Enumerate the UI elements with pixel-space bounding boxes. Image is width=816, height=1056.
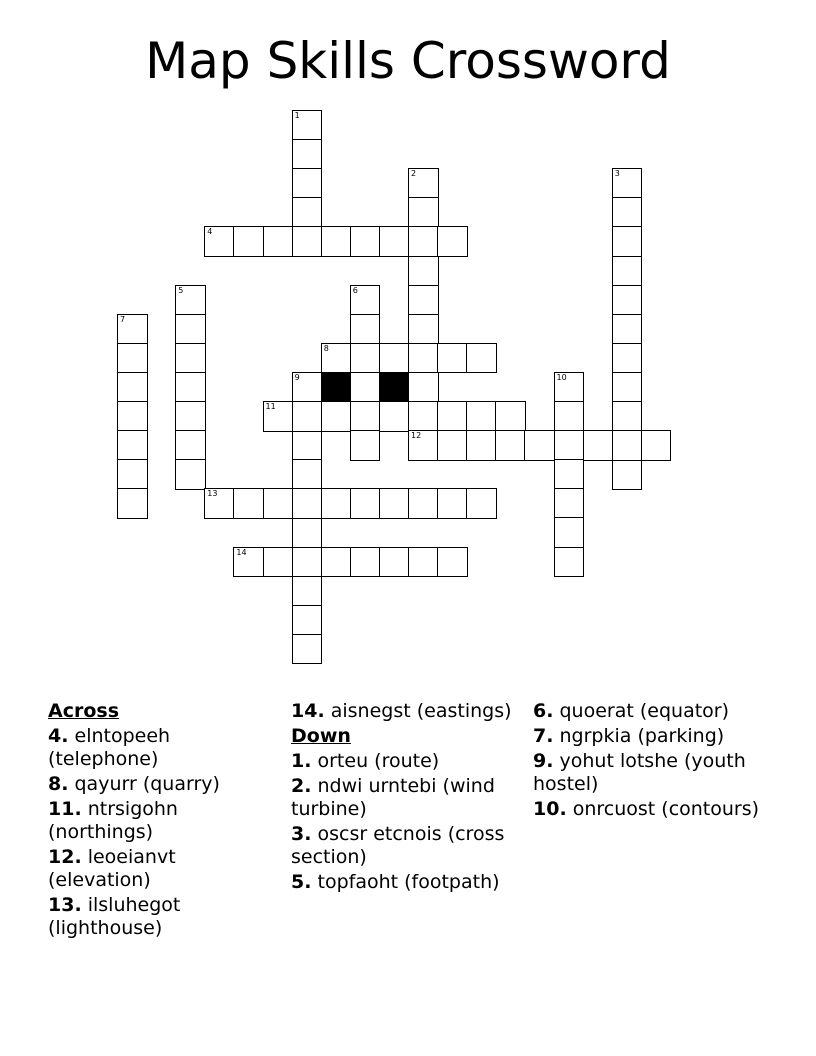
grid-cell[interactable] bbox=[466, 430, 497, 461]
grid-cell[interactable] bbox=[292, 547, 323, 578]
grid-cell[interactable] bbox=[379, 401, 410, 432]
grid-cell[interactable] bbox=[612, 197, 643, 228]
clue-across-8: 8. qayurr (quarry) bbox=[48, 773, 220, 795]
grid-cell[interactable] bbox=[437, 488, 468, 519]
clue-number: 10 bbox=[556, 372, 567, 382]
grid-cell[interactable] bbox=[554, 459, 585, 490]
grid-cell[interactable] bbox=[292, 139, 323, 170]
grid-cell[interactable] bbox=[554, 401, 585, 432]
clue-down-10: 10. onrcuost (contours) bbox=[533, 798, 760, 820]
black-cell bbox=[379, 372, 410, 403]
grid-cell[interactable] bbox=[466, 488, 497, 519]
grid-cell[interactable] bbox=[321, 488, 352, 519]
grid-cell[interactable] bbox=[321, 226, 352, 257]
clue-number: 13 bbox=[207, 489, 218, 499]
grid-cell[interactable] bbox=[292, 372, 323, 403]
across-heading: Across bbox=[48, 700, 120, 722]
grid-cell[interactable] bbox=[263, 226, 294, 257]
grid-cell[interactable] bbox=[379, 488, 410, 519]
grid-cell[interactable] bbox=[263, 547, 294, 578]
clue-number: 12 bbox=[411, 431, 422, 441]
grid-cell[interactable] bbox=[321, 547, 352, 578]
clue-column-2 bbox=[291, 700, 521, 896]
grid-cell[interactable] bbox=[437, 430, 468, 461]
clue-down-2: 2. ndwi urntebi (wind turbine) bbox=[291, 775, 495, 820]
grid-cell[interactable] bbox=[612, 314, 643, 345]
grid-cell[interactable] bbox=[175, 372, 206, 403]
clue-down-5: 5. topfaoht (footpath) bbox=[291, 871, 500, 893]
grid-cell[interactable] bbox=[379, 226, 410, 257]
clue-number: 3 bbox=[614, 169, 620, 179]
grid-cell[interactable] bbox=[292, 605, 323, 636]
grid-cell[interactable] bbox=[437, 401, 468, 432]
grid-cell[interactable] bbox=[292, 576, 323, 607]
clue-column-3 bbox=[533, 700, 763, 823]
grid-cell[interactable] bbox=[612, 430, 643, 461]
grid-cell[interactable] bbox=[292, 226, 323, 257]
grid-cell[interactable] bbox=[437, 226, 468, 257]
grid-cell[interactable] bbox=[612, 256, 643, 287]
grid-cell[interactable] bbox=[408, 430, 439, 461]
grid-cell[interactable] bbox=[292, 517, 323, 548]
grid-cell[interactable] bbox=[117, 372, 148, 403]
grid-cell[interactable] bbox=[117, 314, 148, 345]
clue-down-9: 9. yohut lotshe (youth hostel) bbox=[533, 750, 746, 795]
grid-cell[interactable] bbox=[495, 401, 526, 432]
grid-cell[interactable] bbox=[437, 547, 468, 578]
grid-cell[interactable] bbox=[233, 488, 264, 519]
clue-across-12: 12. leoeianvt (elevation) bbox=[48, 846, 176, 891]
grid-cell[interactable] bbox=[175, 343, 206, 374]
grid-cell[interactable] bbox=[554, 430, 585, 461]
grid-cell[interactable] bbox=[233, 226, 264, 257]
clue-across-11: 11. ntrsigohn (northings) bbox=[48, 798, 178, 843]
clue-across-13: 13. ilsluhegot (lighthouse) bbox=[48, 894, 181, 939]
grid-cell[interactable] bbox=[292, 168, 323, 199]
grid-cell[interactable] bbox=[612, 343, 643, 374]
clue-number: 4 bbox=[207, 227, 213, 237]
clue-number: 6 bbox=[352, 285, 358, 295]
clue-down-7: 7. ngrpkia (parking) bbox=[533, 725, 725, 747]
grid-cell[interactable] bbox=[175, 401, 206, 432]
clue-down-1: 1. orteu (route) bbox=[291, 750, 440, 772]
grid-cell[interactable] bbox=[117, 343, 148, 374]
clue-across-14: 14. aisnegst (eastings) bbox=[291, 700, 512, 722]
grid-cell[interactable] bbox=[175, 459, 206, 490]
grid-cell[interactable] bbox=[350, 430, 381, 461]
clue-number: 2 bbox=[411, 169, 417, 179]
down-heading: Down bbox=[291, 725, 351, 747]
clue-number: 1 bbox=[294, 111, 300, 120]
grid-cell[interactable] bbox=[408, 372, 439, 403]
grid-cell[interactable] bbox=[612, 285, 643, 316]
grid-cell[interactable] bbox=[408, 256, 439, 287]
grid-cell[interactable] bbox=[612, 226, 643, 257]
grid-cell[interactable] bbox=[554, 372, 585, 403]
clue-column-1 bbox=[48, 700, 278, 942]
grid-cell[interactable] bbox=[408, 285, 439, 316]
clue-across-4: 4. elntopeeh (telephone) bbox=[48, 725, 171, 770]
grid-cell[interactable] bbox=[292, 488, 323, 519]
grid-cell[interactable] bbox=[583, 430, 614, 461]
grid-cell[interactable] bbox=[612, 372, 643, 403]
grid-cell[interactable] bbox=[117, 401, 148, 432]
grid-cell[interactable] bbox=[233, 547, 264, 578]
clue-down-6: 6. quoerat (equator) bbox=[533, 700, 730, 722]
grid-cell[interactable] bbox=[641, 430, 672, 461]
clue-number: 8 bbox=[323, 343, 329, 353]
grid-cell[interactable] bbox=[379, 547, 410, 578]
clue-number: 14 bbox=[236, 547, 247, 557]
grid-cell[interactable] bbox=[350, 285, 381, 316]
puzzle-title: Map Skills Crossword bbox=[145, 32, 671, 90]
grid-cell[interactable] bbox=[379, 343, 410, 374]
grid-cell[interactable] bbox=[175, 430, 206, 461]
grid-cell[interactable] bbox=[612, 459, 643, 490]
grid-cell[interactable] bbox=[350, 547, 381, 578]
grid-cell[interactable] bbox=[524, 430, 555, 461]
grid-cell[interactable] bbox=[117, 459, 148, 490]
grid-cell[interactable] bbox=[612, 168, 643, 199]
clue-number: 9 bbox=[294, 372, 300, 382]
grid-cell[interactable] bbox=[612, 401, 643, 432]
clue-number: 7 bbox=[120, 314, 126, 324]
grid-cell[interactable] bbox=[350, 488, 381, 519]
grid-cell[interactable] bbox=[350, 372, 381, 403]
grid-cell[interactable] bbox=[408, 343, 439, 374]
grid-cell[interactable] bbox=[466, 401, 497, 432]
grid-cell[interactable] bbox=[554, 488, 585, 519]
grid-cell[interactable] bbox=[350, 343, 381, 374]
grid-cell[interactable] bbox=[408, 197, 439, 228]
grid-cell[interactable] bbox=[321, 401, 352, 432]
grid-cell[interactable] bbox=[321, 343, 352, 374]
grid-cell[interactable] bbox=[292, 401, 323, 432]
grid-cell[interactable] bbox=[204, 226, 235, 257]
grid-cell[interactable] bbox=[554, 517, 585, 548]
grid-cell[interactable] bbox=[117, 488, 148, 519]
grid-cell[interactable] bbox=[466, 343, 497, 374]
grid-cell[interactable] bbox=[204, 488, 235, 519]
grid-cell[interactable] bbox=[350, 401, 381, 432]
grid-cell[interactable] bbox=[292, 197, 323, 228]
grid-cell[interactable] bbox=[437, 343, 468, 374]
grid-cell[interactable] bbox=[263, 401, 294, 432]
grid-cell[interactable] bbox=[117, 430, 148, 461]
clue-number: 5 bbox=[178, 285, 184, 295]
grid-cell[interactable] bbox=[175, 285, 206, 316]
grid-cell[interactable] bbox=[408, 488, 439, 519]
clue-down-3: 3. oscsr etcnois (cross section) bbox=[291, 823, 505, 868]
grid-cell[interactable] bbox=[175, 314, 206, 345]
clue-number: 11 bbox=[265, 402, 276, 411]
grid-cell[interactable] bbox=[408, 226, 439, 257]
grid-cell[interactable] bbox=[292, 634, 323, 665]
grid-cell[interactable] bbox=[292, 459, 323, 490]
grid-cell[interactable] bbox=[350, 226, 381, 257]
grid-cell[interactable] bbox=[408, 547, 439, 578]
grid-cell[interactable] bbox=[292, 110, 323, 141]
grid-cell[interactable] bbox=[263, 488, 294, 519]
grid-cell[interactable] bbox=[350, 314, 381, 345]
grid-cell[interactable] bbox=[292, 430, 323, 461]
grid-cell[interactable] bbox=[495, 430, 526, 461]
grid-cell[interactable] bbox=[408, 314, 439, 345]
grid-cell[interactable] bbox=[554, 547, 585, 578]
grid-cell[interactable] bbox=[408, 401, 439, 432]
grid-cell[interactable] bbox=[408, 168, 439, 199]
black-cell bbox=[321, 372, 352, 403]
